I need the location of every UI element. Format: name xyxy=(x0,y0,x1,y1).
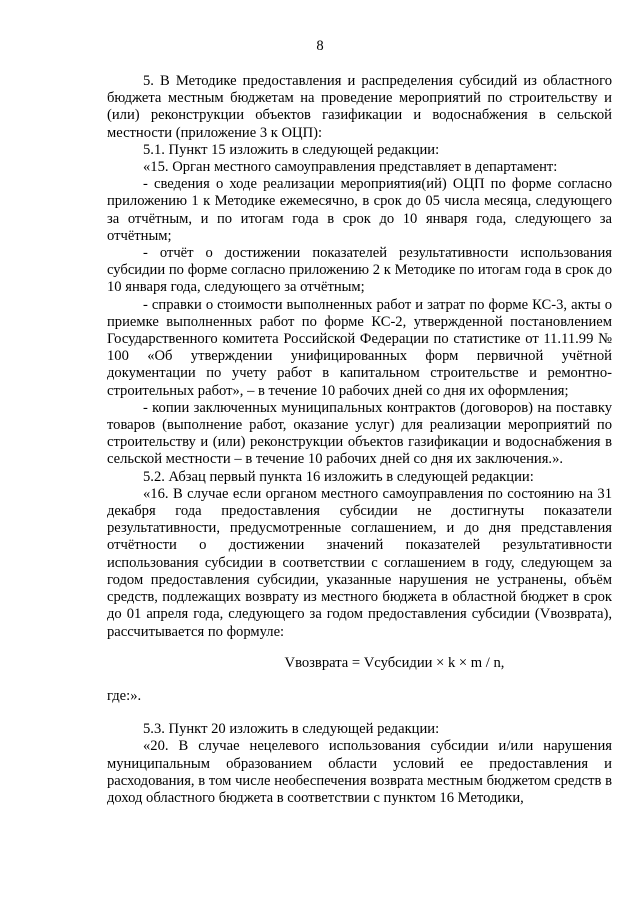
document-body xyxy=(107,73,612,807)
paragraph-5-2: 5.2. Абзац первый пункта 16 изложить в следующей редакции: xyxy=(143,468,534,485)
paragraph-item-15: «15. Орган местного самоуправления представляет в департамент: xyxy=(143,159,558,176)
paragraph-item-20: «20. В случае нецелевого использования субсидии и/или нарушения муниципальным образованием области условий ее предоставления и расходования, в том числе необеспечения возврата местным бюджетом средств в доход областного бюджета в соответствии с пунктом 16 Методики, xyxy=(107,738,612,806)
paragraph-item-16: «16. В случае если органом местного самоуправления по состоянию на 31 декабря года предоставления субсидии не достигнуты показатели результативности, предусмотренные соглашением, и до дня представления отчётности о достижении значений показателей результативности использования субсидии в соответствии с соглашением в году, следующем за годом предоставления субсидии, указанные нарушения не устранены, объём средств, подлежащих возврату из местного бюджета в областной бюджет в срок до 01 апреля года, следующего за годом предоставления субсидии (Vвозврата), рассчитывается по формуле: xyxy=(107,485,612,640)
paragraph-5-3: 5.3. Пункт 20 изложить в следующей редакции: xyxy=(143,721,440,738)
list-item-contract-copies: - копии заключенных муниципальных контрактов (договоров) на поставку товаров (выполнение работ, оказание услуг) для реализации мероприятий по строительству и (или) реконструкции объектов газификации и водоснабжения в сельской местности – в течение 10 рабочих дней со дня их заключения.». xyxy=(107,399,612,468)
return-formula: Vвозврата = Vсубсидии × k × m / n, xyxy=(284,654,505,671)
list-item-performance-report: - отчёт о достижении показателей результативности использования субсидии по форме согласно приложению 2 к Методике по итогам года в срок до 10 января года, следующего за отчётным; xyxy=(107,245,612,296)
list-item-progress-report: - сведения о ходе реализации мероприятия(ий) ОЦП по форме согласно приложению 1 к Методике ежемесячно, в срок до 05 числа месяца, следующего за отчётным, и по итогам года в срок до 10 января года, следующего за отчётным; xyxy=(107,176,612,244)
page-number: 8 xyxy=(316,38,324,54)
paragraph-5: 5. В Методике предоставления и распределения субсидий из областного бюджета местным бюджетам на проведение мероприятий по строительству и (или) реконструкции объектов газификации и водоснабжения в сельской местности (приложение 3 к ОЦП): xyxy=(107,73,612,141)
list-item-cost-certificates: - справки о стоимости выполненных работ и затрат по форме КС-3, акты о приемке выполненных работ по форме КС-2, утвержденной постановлением Государственного комитета Российской Федерации по статистике от 11.11.99 № 100 «Об утверждении унифицированных форм первичной учётной документации по учету работ в капитальном строительстве и ремонтно-строительных работ», – в течение 10 рабочих дней со дня их оформления; xyxy=(107,296,612,399)
where-label: где:». xyxy=(107,687,142,704)
paragraph-5-1: 5.1. Пункт 15 изложить в следующей редакции: xyxy=(143,141,440,158)
